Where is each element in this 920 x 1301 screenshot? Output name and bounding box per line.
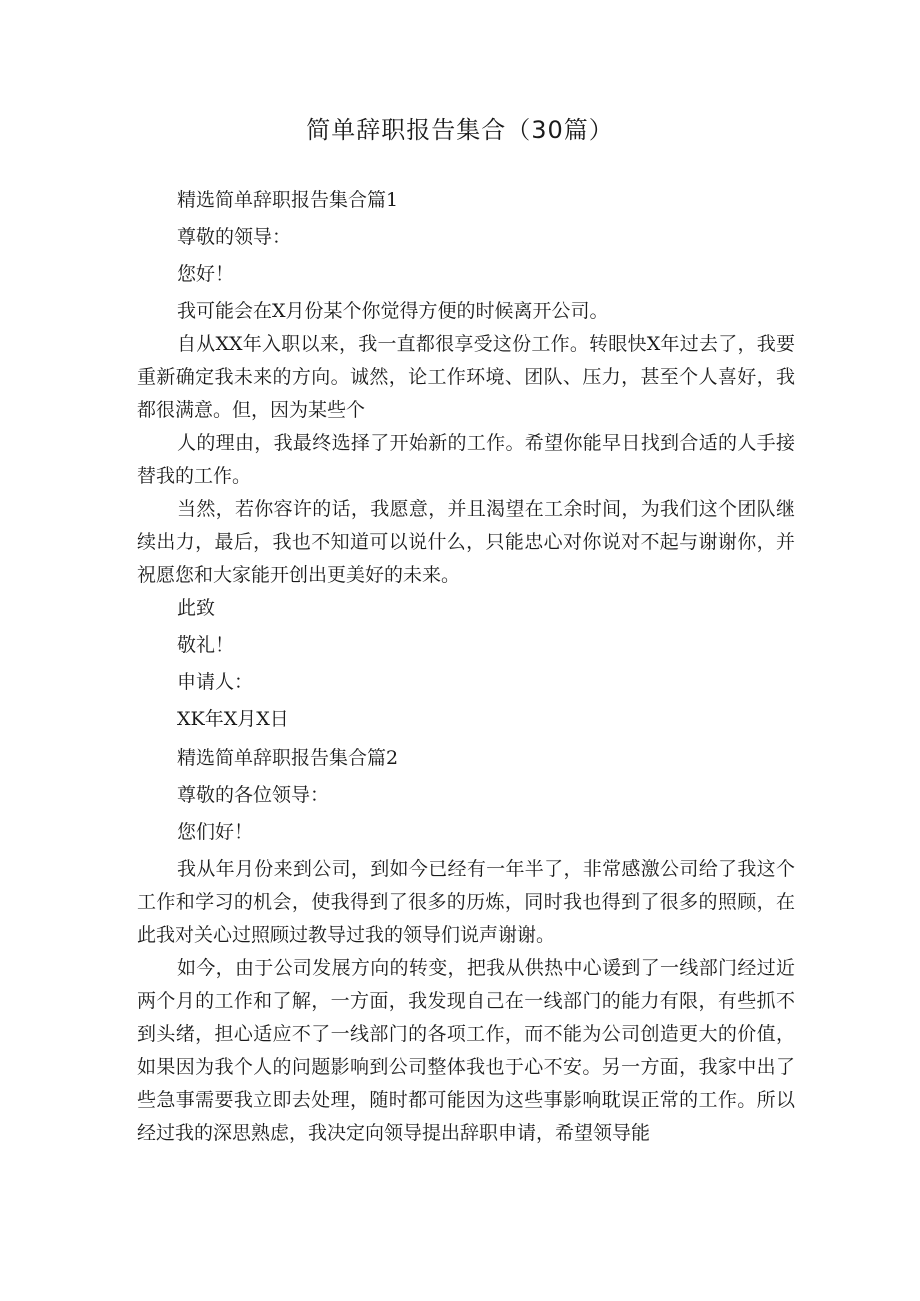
section-heading-1: 精选简单辞职报告集合篇1 bbox=[177, 189, 399, 211]
body-paragraph: 如今，由于公司发展方向的转变，把我从供热中心谖到了一线部门经过近两个月的工作和了解，一方面，我发现自己在一线部门的能力有限，有些抓不到头绪，担心适应不了一线部门的各项工作，而不能为公司创造更大的价值，如果因为我个人的问题影响到公司整体我也于心不安。另一方面，我家中出了些急事需要我立即去处理，随时都可能因为这些事影响耽误正常的工作。所以经过我的深思熟虑，我决定向领导提出辞职申请，希望领导能 bbox=[137, 957, 795, 1144]
body-paragraph: 我从年月份来到公司，到如今已经有一年半了，非常感激公司给了我这个工作和学习的机会，使我得到了很多的历炼，同时我也得到了很多的照顾，在此我对关心过照顾过教导过我的领导们说声谢谢。 bbox=[137, 858, 795, 946]
applicant-label: 申请人： bbox=[177, 671, 254, 693]
closing-regards: 敬礼！ bbox=[177, 634, 235, 656]
salutation: 尊敬的领导： bbox=[177, 226, 292, 248]
date-line: XK年X月X日 bbox=[177, 708, 289, 730]
body-paragraph: 我可能会在X月份某个你觉得方便的时候离开公司。 bbox=[177, 300, 609, 322]
closing-phrase: 此致 bbox=[177, 597, 216, 619]
document-title: 简单辞职报告集合（30篇） bbox=[306, 116, 614, 144]
body-paragraph: 当然，若你容许的话，我愿意，并且渴望在工余时间，为我们这个团队继续出力，最后，我也不知道可以说什么，只能忠心对你说对不起与谢谢你，并祝愿您和大家能开创出更美好的未来。 bbox=[137, 498, 795, 586]
greeting: 您们好！ bbox=[177, 821, 254, 843]
body-paragraph: 人的理由，我最终选择了开始新的工作。希望你能早日找到合适的人手接替我的工作。 bbox=[137, 432, 795, 487]
section-heading-2: 精选简单辞职报告集合篇2 bbox=[177, 747, 399, 769]
document-body bbox=[137, 184, 795, 1150]
body-paragraph: 自从XX年入职以来，我一直都很享受这份工作。转眼快X年过去了，我要重新确定我未来的方向。诚然，论工作环境、团队、压力，甚至个人喜好，我都很满意。但，因为某些个 bbox=[137, 333, 795, 421]
salutation: 尊敬的各位领导： bbox=[177, 784, 330, 806]
greeting: 您好！ bbox=[177, 263, 235, 285]
